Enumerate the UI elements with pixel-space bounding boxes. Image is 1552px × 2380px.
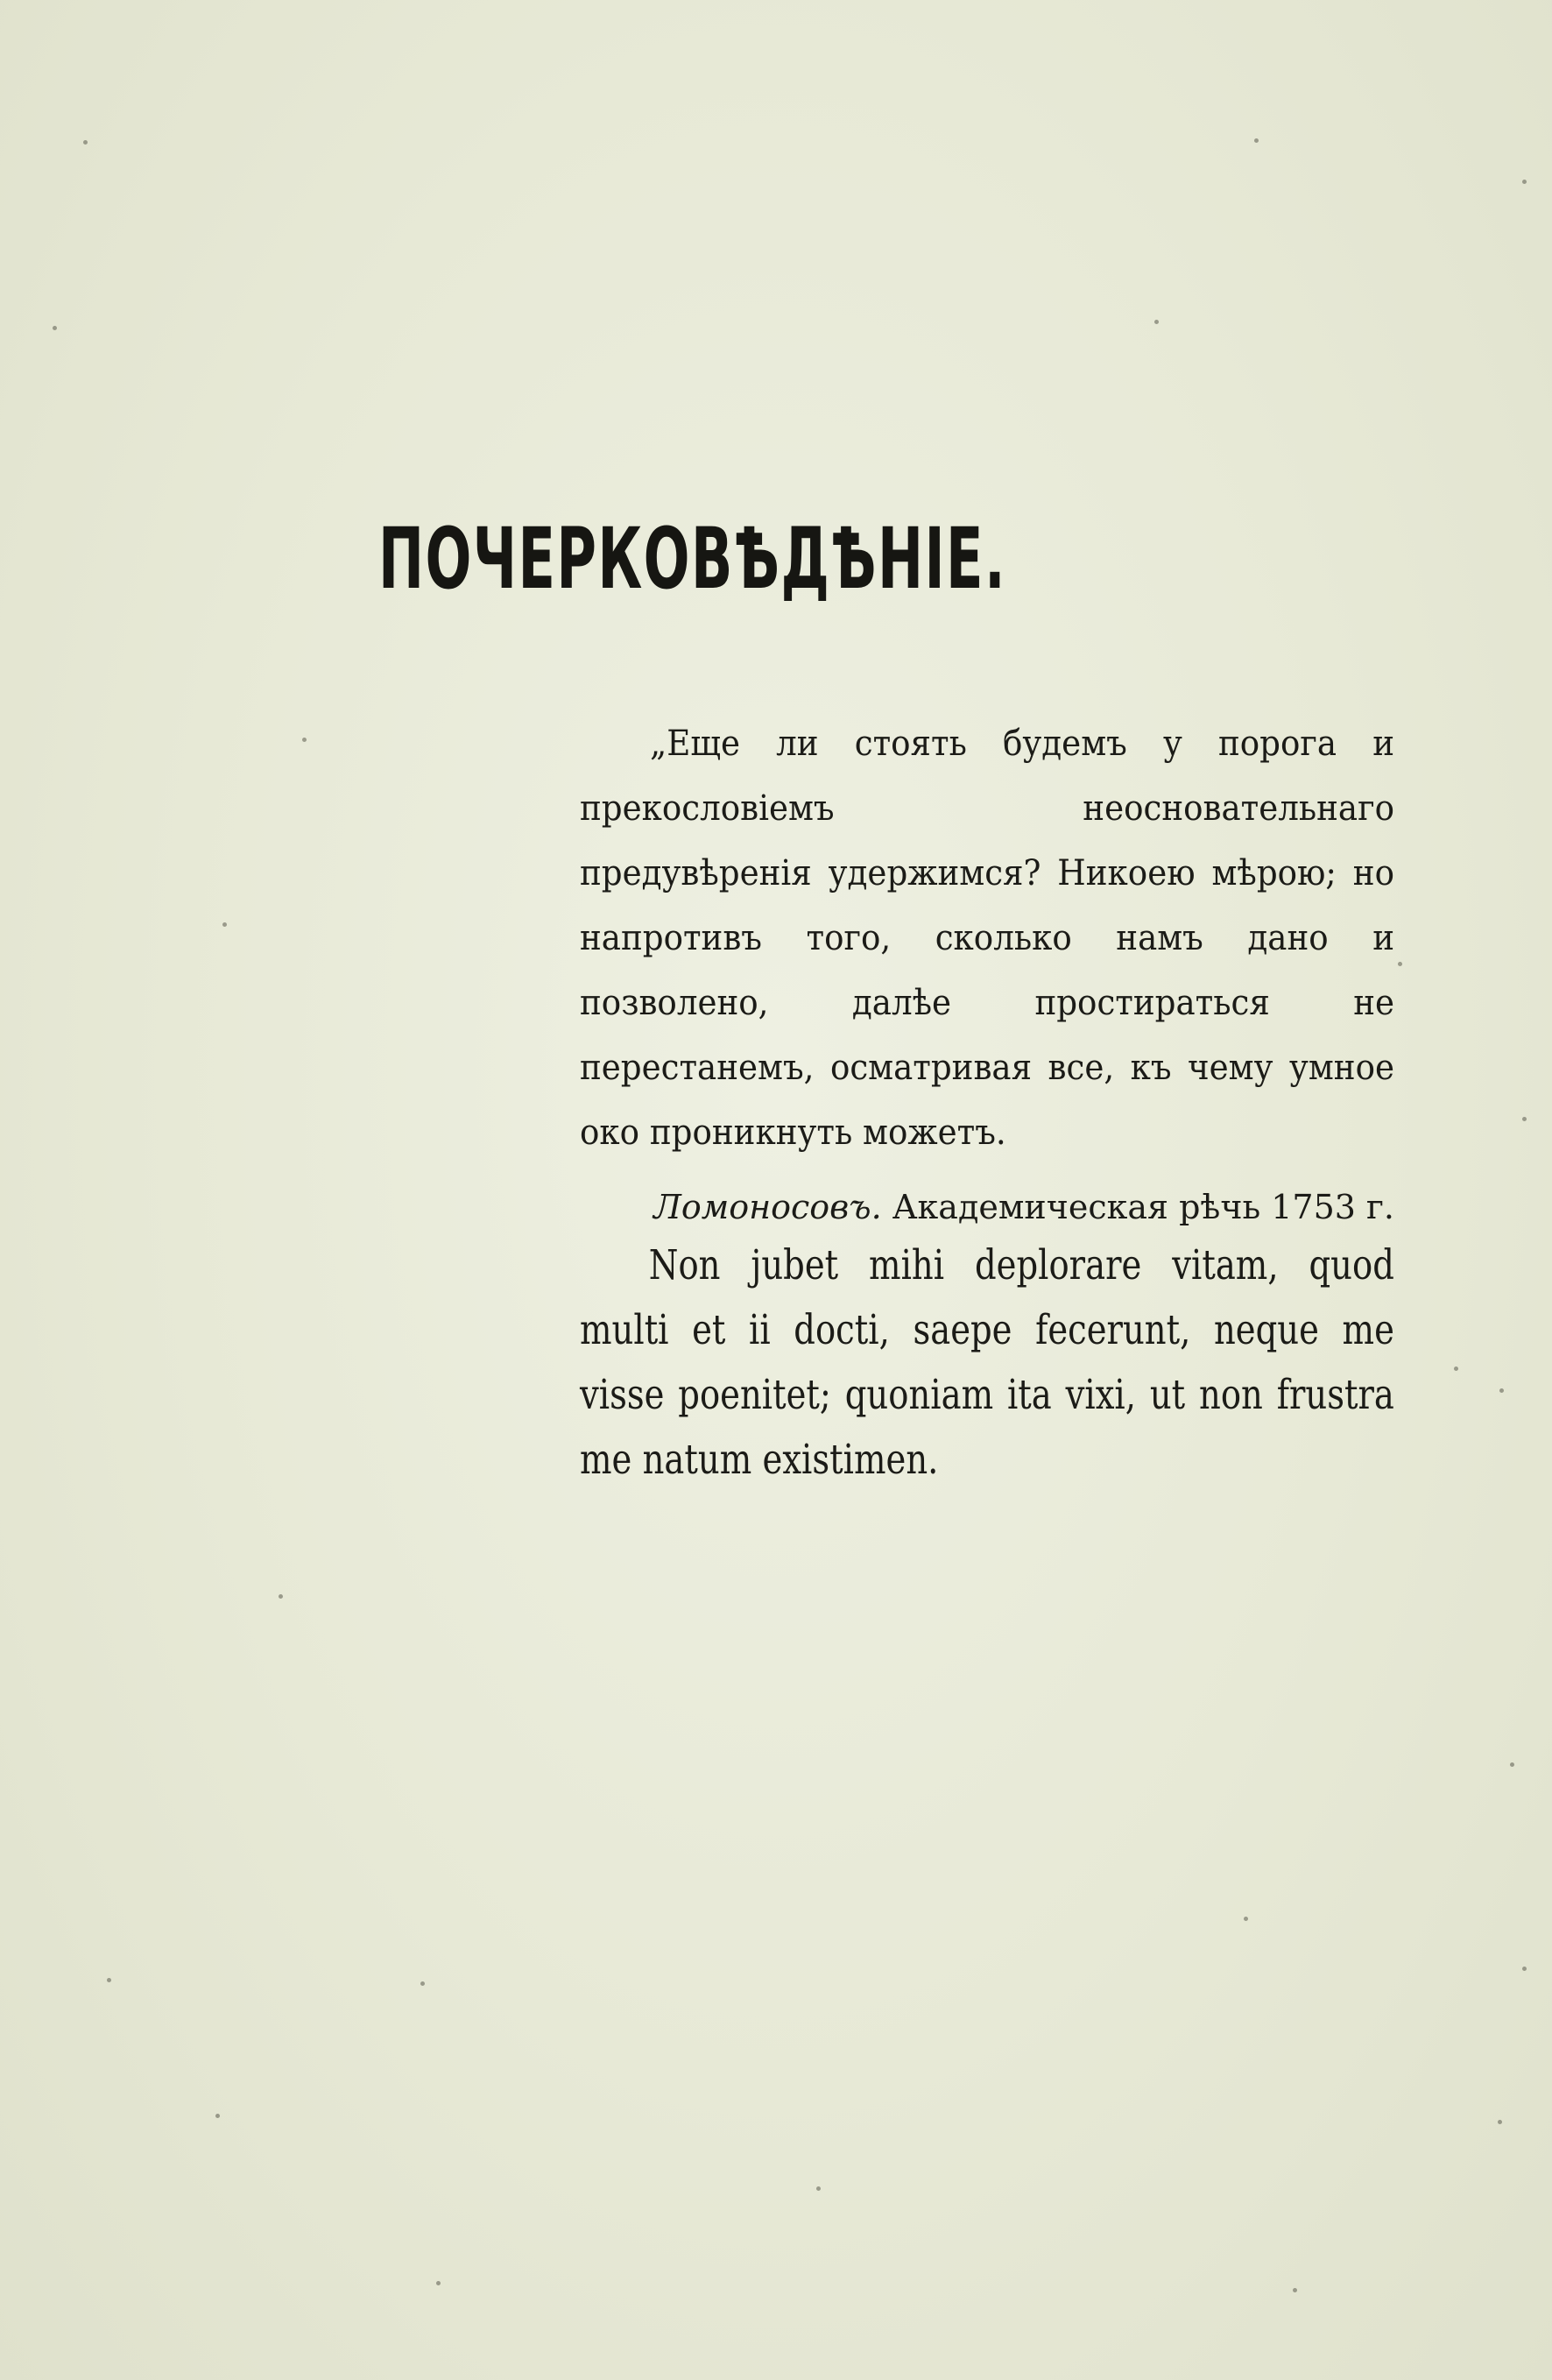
- epigraph-latin: [580, 1233, 1394, 1493]
- epigraph-source: Академическая рѣчь 1753 г.: [892, 1188, 1394, 1226]
- epigraph-author: Ломоносовъ.: [653, 1188, 882, 1226]
- page-title: ПОЧЕРКОВѢДѢНІЕ.: [378, 510, 1007, 608]
- epigraph-lomonosov: [580, 711, 1394, 1233]
- epigraph-attribution: [580, 1181, 1394, 1233]
- epigraph-quote-la: Non jubet mihi deplorare vitam, quod multi et ii docti, saepe fecerunt, neque me visse poenitet; quoniam ita vixi, ut non frustra me natum existimen.: [580, 1241, 1394, 1484]
- epigraph-quote-ru: „Еще ли стоять будемъ у порога и прекословіемъ неосновательнаго предувѣренія удержимся? Никоею мѣрою; но напротивъ того, сколько намъ дано и позволено, далѣе простираться не перестанемъ, осматривая все, къ чему умное око проникнуть можетъ.: [580, 724, 1394, 1153]
